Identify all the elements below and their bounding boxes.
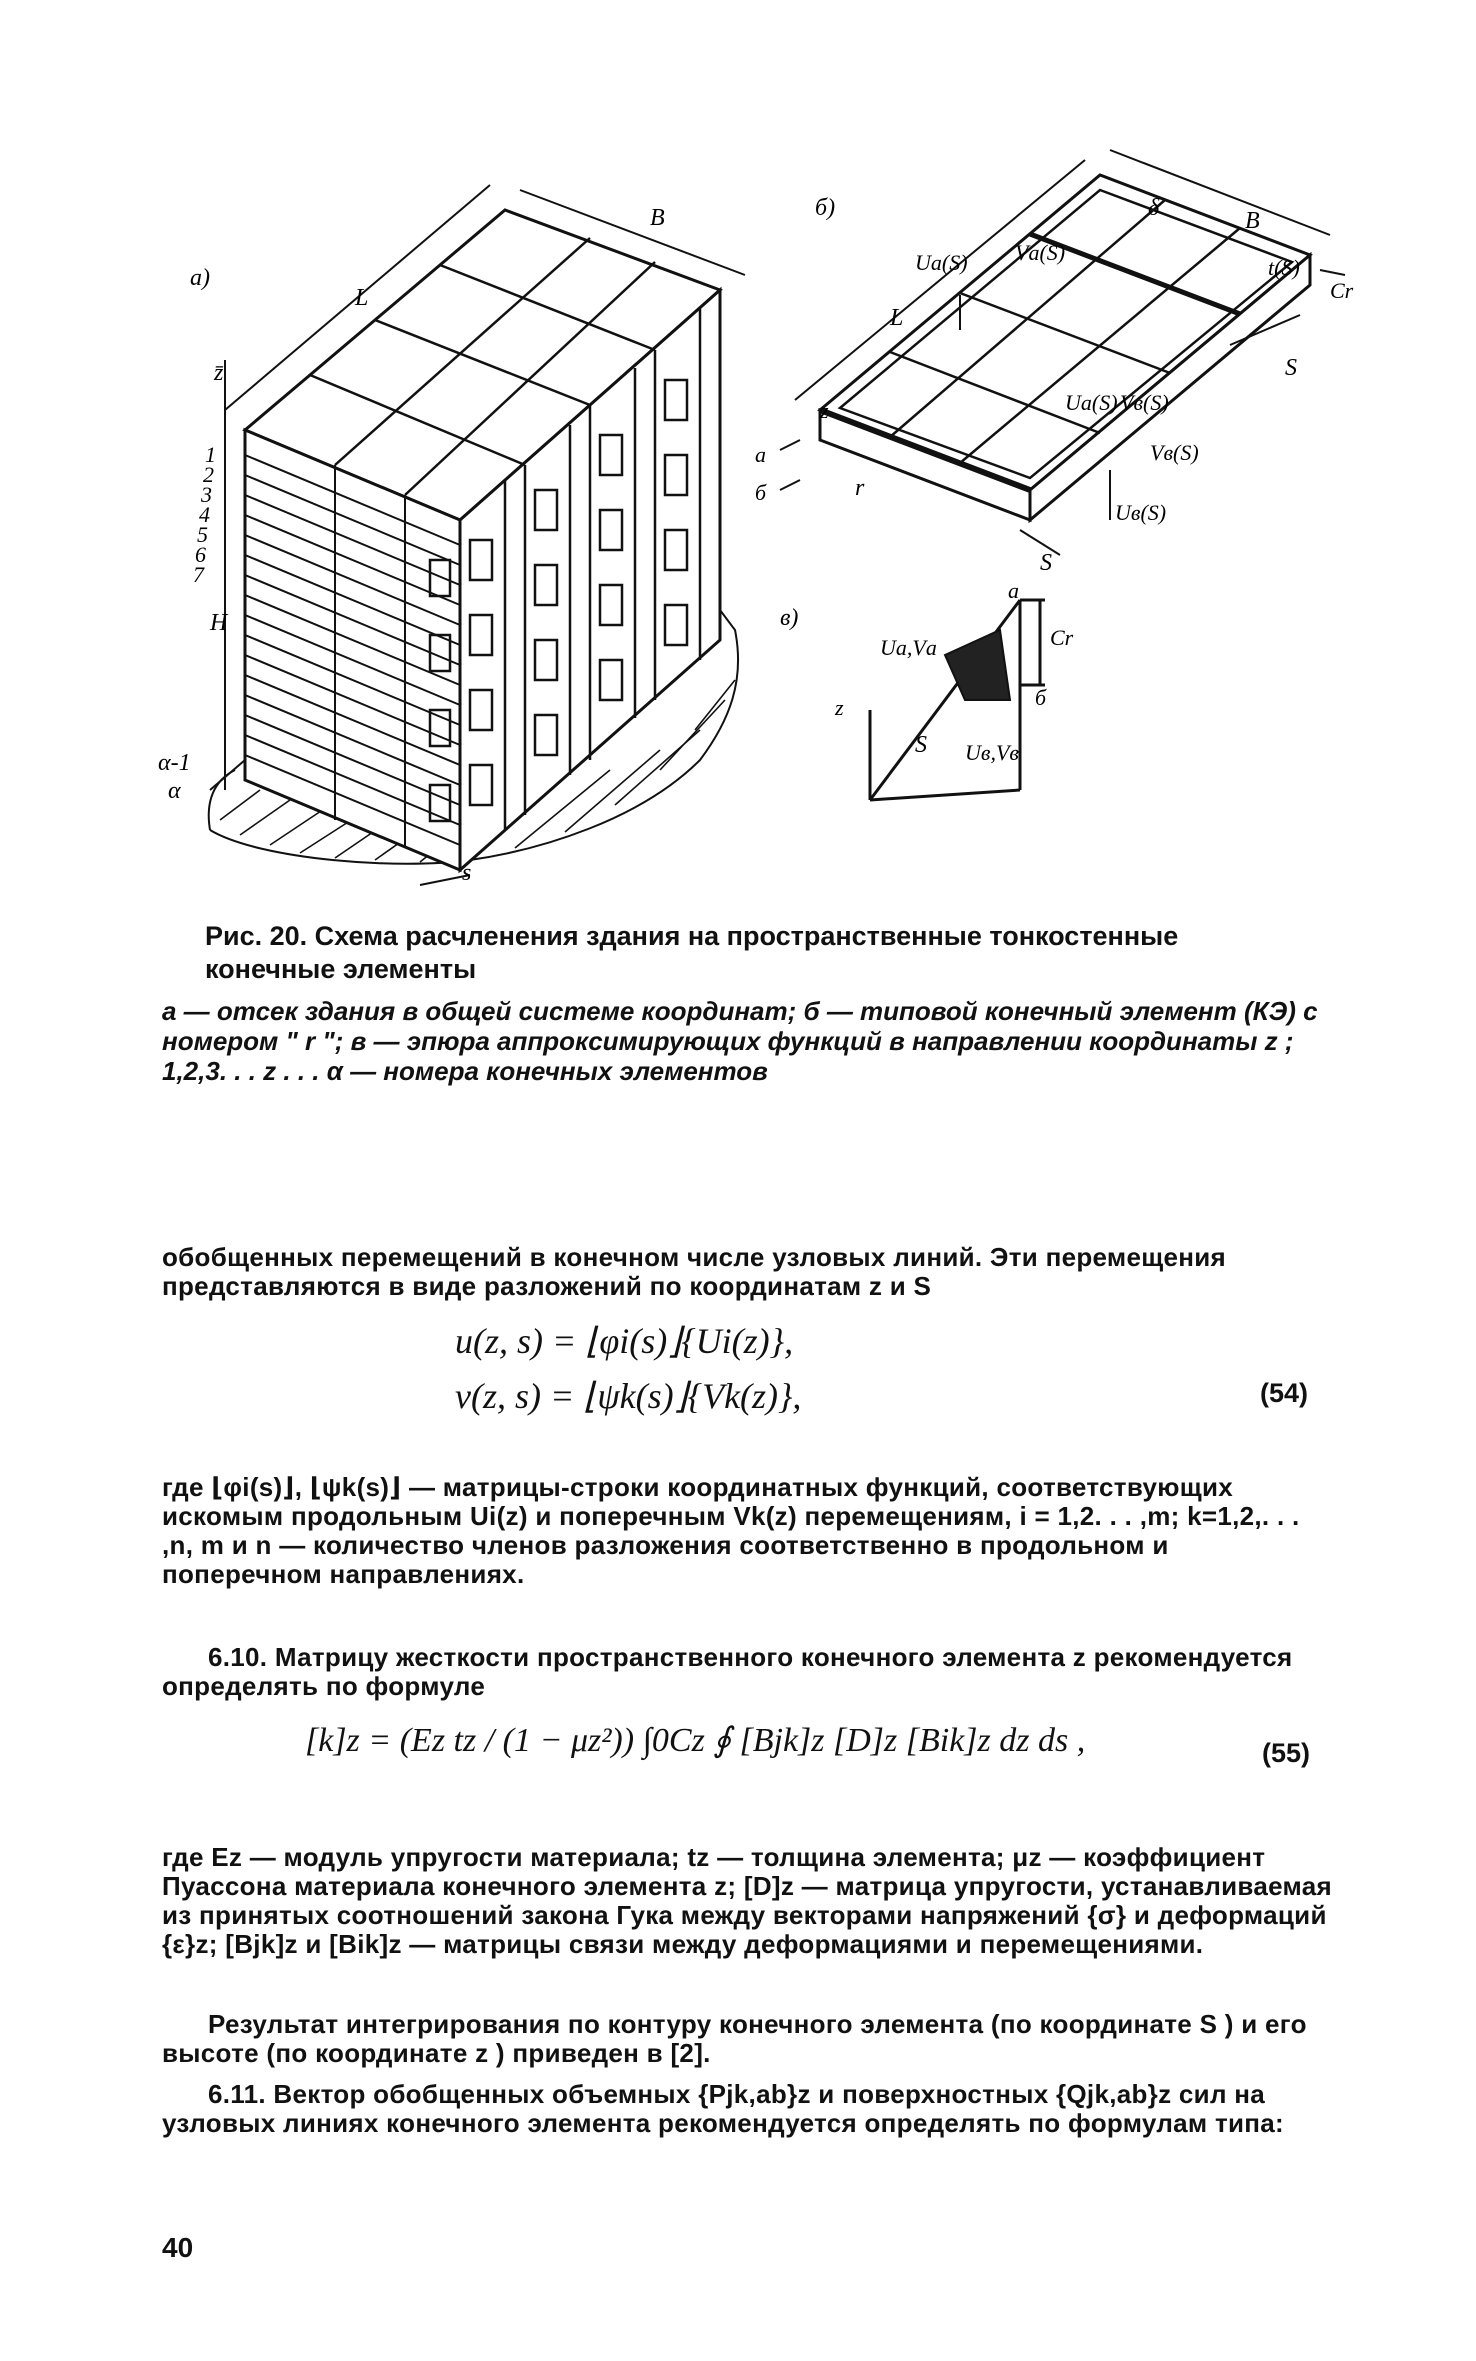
part-a-label: а) (190, 265, 210, 291)
svg-text:5: 5 (197, 522, 208, 547)
label-v-b: б (1035, 685, 1047, 710)
svg-text:4: 4 (199, 502, 210, 527)
label-b-Vb: Vв(S) (1120, 390, 1169, 415)
label-b-delta: δ (1148, 195, 1160, 221)
formula-55: [k]z = (Ez tz / (1 − μz²)) ∫0Cz ∮ [Bjk]z [D]z [Bik]z dz ds , (305, 1722, 1086, 1759)
part-v-label: в) (780, 605, 799, 631)
svg-text:6: 6 (195, 542, 206, 567)
paragraph-3: 6.10. Матрицу жесткости пространственного конечного элемента z рекомендуется определять по формуле (162, 1642, 1293, 1701)
label-v-S: S (915, 732, 927, 758)
label-b-B: B (1245, 208, 1260, 234)
part-b-label: б) (815, 195, 836, 221)
paragraph-5: Результат интегрирования по контуру конечного элемента (по координате S ) и его высоте (по координате z ) приведен в [2]. (162, 2009, 1307, 2068)
finite-element-plate (820, 175, 1310, 520)
label-a-H: H (210, 610, 228, 636)
label-a-L: L (355, 285, 369, 311)
equation-number-55: (55) (1262, 1738, 1311, 1768)
label-b-Vb2: Vв(S) (1150, 440, 1199, 465)
label-b-Ub: Uв(S) (1115, 500, 1167, 525)
label-b-a: а (755, 442, 766, 467)
figure-20 (0, 0, 1476, 900)
label-b-r: r (855, 475, 865, 501)
label-v-a: а (1008, 578, 1019, 603)
label-b-z: z (820, 398, 829, 423)
figure-caption-body: а — отсек здания в общей системе координат; б — типовой конечный элемент (КЭ) с номером " r "; в — эпюра аппроксимирующих функций в направлении координаты z ; 1,2,3. . . z . . . α — номера конечных элементов (162, 996, 1318, 1086)
svg-text:7: 7 (193, 562, 204, 587)
label-v-UaVa: Uа,Vа (880, 635, 937, 660)
label-a-s: s (462, 860, 472, 886)
svg-text:1: 1 (205, 442, 216, 467)
formula-54-line1: u(z, s) = ⌊φi(s)⌋{Ui(z)}, (455, 1321, 794, 1361)
floor-numbers (193, 442, 216, 587)
figure-caption-title: Рис. 20. Схема расчленения здания на пространственные тонкостенные конечные элементы (205, 921, 1179, 984)
label-b-ts: t(S) (1268, 255, 1300, 280)
svg-text:3: 3 (201, 482, 212, 507)
label-v-UbVb: Uв,Vв (965, 740, 1019, 765)
paragraph-1: обобщенных перемещений в конечном числе узловых линий. Эти перемещения представляются в виде разложений по координатам z и S (162, 1242, 1226, 1301)
label-b-S1: S (1285, 355, 1297, 381)
page-number: 40 (162, 2232, 194, 2263)
label-a-B: В (650, 205, 665, 231)
label-alpha: α (168, 778, 181, 804)
paragraph-4: где Ez — модуль упругости материала; tz — толщина элемента; μz — коэффициент Пуассона материала конечного элемента z; [D]z — матрица упругости, устанавливаемая из принятых соотношений закона Гука между векторами напряжений {σ} и деформаций {ε}z; [Bjk]z и [Bik]z — матрицы связи между деформациями и перемещениями. (162, 1842, 1332, 1959)
paragraph-2: где ⌊φi(s)⌋, ⌊ψk(s)⌋ — матрицы-строки координатных функций, соответствующих искомым продольным Ui(z) и поперечным Vk(z) перемещениям, i = 1,2. . . ,m; k=1,2,. . . ,n, m и n — количество членов разложения соответственно в продольном и поперечном направлениях. (162, 1472, 1300, 1589)
approximation-diagram (870, 600, 1045, 800)
label-v-z: z (835, 695, 844, 720)
label-a-z: z̄ (214, 360, 224, 386)
label-b-Va: Vа(S) (1015, 240, 1066, 265)
formula-54-line2: v(z, s) = ⌊ψk(s)⌋{Vk(z)}, (455, 1376, 802, 1416)
label-b-Ua2: Uа(S) (1065, 390, 1118, 415)
label-b-Ua: Uа(S) (915, 250, 968, 275)
label-b-Cr: Cr (1330, 278, 1354, 303)
building-block (245, 210, 720, 870)
svg-text:2: 2 (203, 462, 214, 487)
label-alpha-minus-1: α-1 (158, 750, 191, 776)
paragraph-6: 6.11. Вектор обобщенных объемных {Pjk,ab}z и поверхностных {Qjk,ab}z сил на узловых линиях конечного элемента рекомендуется определять по формулам типа: (162, 2079, 1285, 2138)
label-b-L: L (890, 305, 904, 331)
label-v-Cr: Cr (1050, 625, 1074, 650)
equation-number-54: (54) (1260, 1378, 1309, 1408)
label-b-b: б (755, 480, 767, 505)
label-b-S2: S (1040, 550, 1052, 576)
